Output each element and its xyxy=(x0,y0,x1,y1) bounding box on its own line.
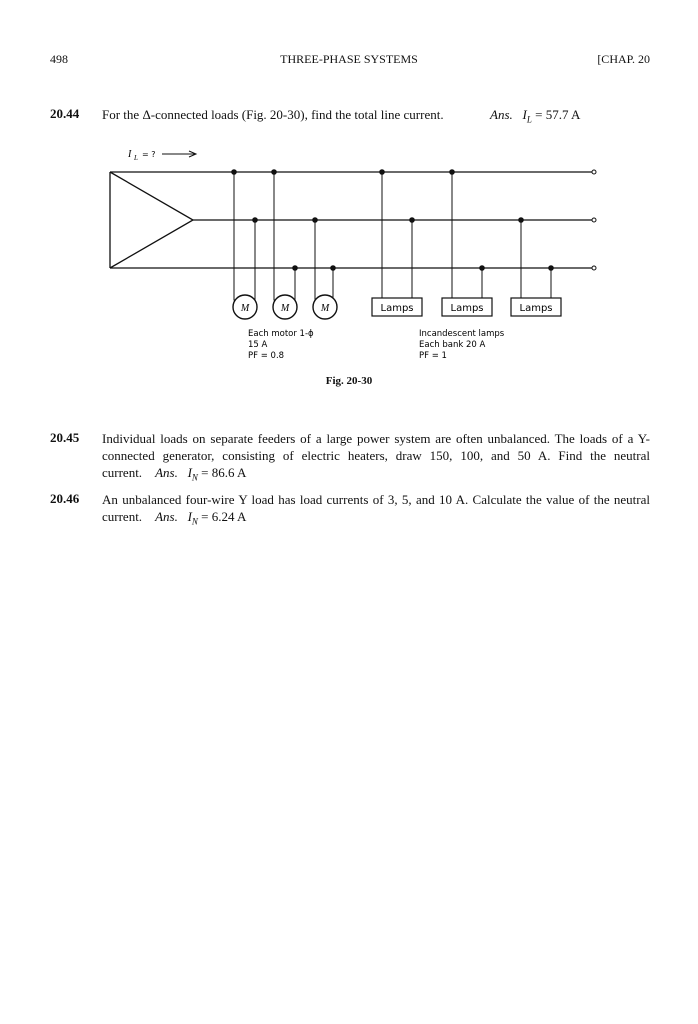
problem-text: Individual loads on separate feeders of a large power system are often unbalanced. The loads of a Y-connected generator, consisting of electric heaters, draw 150, 100, and 50 A. Find the neutral current. xyxy=(102,431,650,480)
lamp-bank-2 xyxy=(442,298,492,316)
answer-label: Ans. xyxy=(155,465,178,480)
motor-2 xyxy=(273,295,297,319)
lamp-bank-2-label: Lamps xyxy=(450,303,484,314)
answer-value: = 57.7 A xyxy=(531,107,581,122)
line-c xyxy=(110,266,596,270)
motor-note-line: Each motor 1-ϕ xyxy=(248,329,314,339)
lamp-note-line: Incandescent lamps xyxy=(419,329,505,339)
problem-number: 20.45 xyxy=(50,430,80,445)
answer-variable: I xyxy=(187,509,192,524)
figure-caption: Fig. 20-30 xyxy=(325,375,373,387)
motor-2-taps xyxy=(272,170,298,300)
circuit-diagram xyxy=(100,140,600,365)
motor-2-symbol: M xyxy=(280,303,290,314)
lamp-bank-3 xyxy=(511,298,561,316)
problem-text: For the Δ-connected loads (Fig. 20-30), find the total line current. xyxy=(102,107,444,122)
lamp-note-line: PF = 1 xyxy=(419,351,447,361)
problem-text: An unbalanced four-wire Y load has load currents of 3, 5, and 10 A. Calculate the value of the neutral current. xyxy=(102,492,650,524)
motor-3-taps xyxy=(313,218,336,300)
answer-label: Ans. xyxy=(155,509,178,524)
answer-value: = 86.6 A xyxy=(197,465,247,480)
answer-value: = 6.24 A xyxy=(197,509,247,524)
answer-variable: I xyxy=(522,107,527,122)
lamp-bank-3-label: Lamps xyxy=(519,303,553,314)
motor-3-symbol: M xyxy=(320,303,330,314)
problem-body xyxy=(102,491,650,531)
motor-note-line: 15 A xyxy=(248,340,268,350)
lamp-bank-1 xyxy=(372,298,422,316)
motor-note xyxy=(248,329,314,361)
chapter-label: [CHAP. 20 xyxy=(597,52,650,66)
lamp-bank-1-label: Lamps xyxy=(380,303,414,314)
answer-subscript: L xyxy=(526,114,532,125)
line-current-subscript: L xyxy=(134,154,138,162)
page-number: 498 xyxy=(50,52,68,66)
delta-source xyxy=(110,172,193,268)
problem-number: 20.46 xyxy=(50,491,80,506)
running-title: THREE-PHASE SYSTEMS xyxy=(280,52,418,66)
answer-subscript: N xyxy=(191,472,198,483)
answer-label: Ans. xyxy=(490,107,513,122)
line-current-label xyxy=(127,149,156,162)
motor-1-taps xyxy=(232,170,258,300)
lamp-bank-3-taps xyxy=(519,218,554,298)
problem-body xyxy=(102,430,650,487)
line-current-query: = ? xyxy=(142,150,156,159)
lamp-note xyxy=(419,329,505,361)
lamp-bank-2-taps xyxy=(450,170,485,298)
problem-number: 20.44 xyxy=(50,106,80,121)
motor-3 xyxy=(313,295,337,319)
answer-variable: I xyxy=(187,465,192,480)
answer-subscript: N xyxy=(191,516,198,527)
line-current-symbol: I xyxy=(128,149,132,160)
line-a xyxy=(110,170,596,174)
problem-answer xyxy=(490,106,650,129)
motor-note-line: PF = 0.8 xyxy=(248,351,285,361)
motor-1-symbol: M xyxy=(240,303,250,314)
motor-1 xyxy=(233,295,257,319)
line-current-arrow xyxy=(162,151,196,157)
lamp-bank-1-taps xyxy=(380,170,415,298)
lamp-note-line: Each bank 20 A xyxy=(419,340,486,350)
